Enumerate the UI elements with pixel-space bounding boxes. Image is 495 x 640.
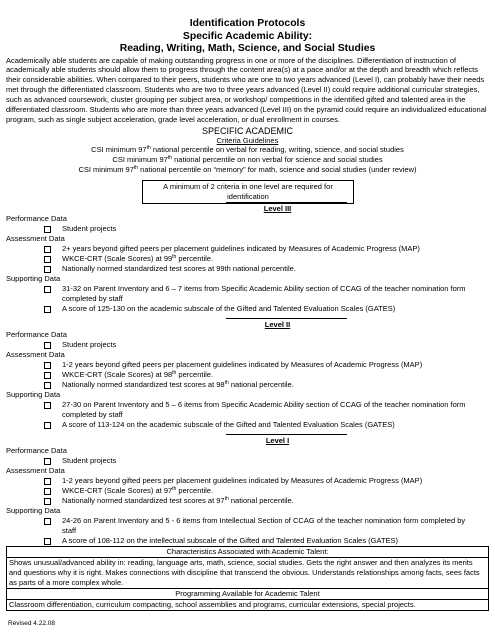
criteria-guidelines-heading: Criteria Guidelines: [216, 135, 279, 145]
item-text: 1-2 years beyond gifted peers per placement guidelines indicated by Measures of Academic Progress (MAP): [62, 476, 423, 486]
item-text: A score of 113-124 on the academic subscale of the Gifted and Talented Evaluation Scales (GATES): [62, 420, 395, 430]
item-text-pre: Nationally normed standardized test scores at 97: [62, 496, 225, 506]
csi-ordinal: th: [133, 164, 139, 171]
programming-text: Classroom differentiation, curriculum compacting, school assemblies and programs, curricular extensions, special projects.: [9, 599, 416, 609]
assessment-data-label: Assessment Data: [6, 466, 65, 476]
level-heading-label: Level I: [265, 436, 290, 446]
supporting-item: [0, 536, 495, 546]
talent-info-table: [6, 546, 489, 611]
checkbox-icon: [44, 402, 51, 409]
performance-data-label: Performance Data: [6, 330, 67, 340]
item-text-post: national percentile.: [228, 380, 294, 390]
doc-title-line2: Specific Academic Ability:: [182, 30, 313, 42]
assessment-item: [0, 360, 495, 370]
assessment-item: [0, 264, 495, 274]
item-text-post: national percentile.: [228, 496, 294, 506]
doc-title-line3: Reading, Writing, Math, Science, and Social Studies: [119, 43, 376, 54]
checkbox-icon: [44, 538, 51, 545]
checkbox-icon: [44, 362, 51, 369]
assessment-item: [0, 370, 495, 380]
csi-text-pre: CSI minimum 97: [91, 145, 147, 155]
item-text-post: percentile.: [176, 254, 214, 264]
level-section: [0, 320, 495, 430]
item-text: Student projects: [62, 224, 117, 234]
performance-item: [0, 456, 495, 466]
csi-criterion: [0, 155, 495, 165]
supporting-item: [0, 420, 495, 430]
item-text-pre: WKCE-CRT (Scale Scores) at 99: [62, 254, 173, 264]
checkbox-icon: [44, 382, 51, 389]
level-heading: [60, 320, 495, 330]
checkbox-icon: [44, 286, 51, 293]
checkbox-icon: [44, 226, 51, 233]
assessment-data-label: Assessment Data: [6, 350, 65, 360]
performance-item: [0, 224, 495, 234]
specific-academic-heading: SPECIFIC ACADEMIC: [201, 125, 293, 136]
checkbox-icon: [44, 458, 51, 465]
csi-text-pre: CSI minimum 97: [78, 164, 134, 174]
assessment-item: [0, 486, 495, 496]
level-heading-label: Level II: [264, 320, 291, 330]
csi-text-post: national percentile on non verbal for science and social studies: [172, 155, 383, 165]
item-ordinal: th: [172, 254, 177, 261]
item-text-pre: WKCE-CRT (Scale Scores) at 98: [62, 370, 173, 380]
item-text: A score of 125-130 on the academic subscale of the Gifted and Talented Evaluation Scales (GATES): [62, 304, 396, 314]
csi-text-post: national percentile on “memory” for math, science and social studies (under review): [138, 164, 417, 174]
supporting-item: [0, 304, 495, 314]
csi-criterion: [0, 165, 495, 175]
characteristics-heading: Characteristics Associated with Academic Talent:: [7, 547, 488, 558]
item-text: Student projects: [62, 456, 117, 466]
csi-ordinal: th: [167, 155, 173, 162]
assessment-item: [0, 476, 495, 486]
performance-data-label: Performance Data: [6, 214, 67, 224]
item-text-post: percentile.: [176, 370, 214, 380]
item-text: A score of 108-112 on the intellectual subscale of the Gifted and Talented Evaluation Scales (GATES): [62, 536, 399, 546]
level-heading-label: Level III: [263, 204, 292, 214]
requirement-box: A minimum of 2 criteria in one level are required for identification: [142, 180, 354, 204]
csi-criteria-list: [0, 145, 495, 174]
csi-text-post: national percentile on verbal for reading, writing, science, and social studies: [150, 145, 404, 155]
checkbox-icon: [44, 498, 51, 505]
csi-ordinal: th: [146, 145, 151, 152]
performance-data-label: Performance Data: [6, 446, 67, 456]
assessment-item: [0, 244, 495, 254]
item-text: 24-26 on Parent Inventory and 5 - 6 items from Intellectual Section of CCAG of the teacher nomination form completed by staff: [62, 516, 466, 536]
checkbox-icon: [44, 256, 51, 263]
checkbox-icon: [44, 372, 51, 379]
level-heading: [60, 436, 495, 446]
item-text: Student projects: [62, 340, 117, 350]
csi-text-pre: CSI minimum 97: [112, 155, 168, 165]
checkbox-icon: [44, 478, 51, 485]
intro-paragraph: Academically able students are capable of making outstanding progress in one or more of the disciplines. Differentiation of instruction of academically able students should allow them to progress through the content area(s) at a pace and/or at the depth and breadth which reflects their considerable abilities. When compared to their peers, students who are one to two years advanced (Level I), can probably have their needs met through the differentiated classroom. Students who are two to three years advanced (Level II) could require additional curricular strategies, such as advanced coursework, cluster grouping per subject area, or workshop/ competitions in the identified gifted and talented area in the differentiated classroom. Students who are more than three years advanced (Level III) on the pyramid could require an individualized educational program, such as single subject acceleration, grade level acceleration, or dual enrollment in courses.: [6, 55, 487, 124]
item-text: Nationally normed standardized test scores at 99th national percentile.: [62, 264, 296, 274]
item-text: 27-30 on Parent Inventory and 5 – 6 items from Specific Academic Ability section of CCAG of the teacher nomination form completed by staff: [62, 400, 466, 420]
item-ordinal: th: [172, 370, 177, 377]
item-text-pre: WKCE-CRT (Scale Scores) at 97: [62, 486, 173, 496]
programming-heading: Programming Available for Academic Talent: [7, 589, 488, 600]
assessment-data-label: Assessment Data: [6, 234, 65, 244]
checkbox-icon: [44, 266, 51, 273]
item-ordinal: th: [224, 496, 229, 503]
characteristics-text: Shows unusual/advanced ability in: reading, language arts, math, science, social studies. Gets the right answer and then analyzes its merits and questions why it is right. Makes connections with discipline that transcend the obvious. Understands relationships among facts, sees facts as parts of a more complex whole.: [7, 558, 488, 589]
item-text: 31-32 on Parent Inventory and 6 – 7 items from Specific Academic Ability section of CCAG of the teacher nomination form completed by staff: [62, 284, 466, 304]
supporting-data-label: Supporting Data: [6, 506, 61, 516]
level-heading: [60, 204, 495, 214]
checkbox-icon: [44, 488, 51, 495]
supporting-data-label: Supporting Data: [6, 390, 61, 400]
item-ordinal: th: [172, 486, 177, 493]
item-text-pre: Nationally normed standardized test scores at 98: [62, 380, 225, 390]
level-section: [0, 204, 495, 314]
item-ordinal: th: [224, 380, 229, 387]
assessment-item: [0, 254, 495, 264]
doc-title-line1: Identification Protocols: [189, 18, 306, 29]
checkbox-icon: [44, 518, 51, 525]
level-separator: [226, 318, 347, 319]
supporting-item: [0, 516, 495, 536]
item-text-post: percentile.: [176, 486, 214, 496]
levels-container: [0, 204, 495, 546]
level-section: [0, 436, 495, 546]
checkbox-icon: [44, 246, 51, 253]
item-text: 1-2 years beyond gifted peers per placement guidelines indicated by Measures of Academic Progress (MAP): [62, 360, 423, 370]
performance-item: [0, 340, 495, 350]
csi-criterion: [0, 145, 495, 155]
supporting-item: [0, 400, 495, 420]
checkbox-icon: [44, 342, 51, 349]
level-separator: [226, 202, 347, 203]
checkbox-icon: [44, 422, 51, 429]
revised-date: Revised 4.22.08: [8, 620, 55, 627]
supporting-data-label: Supporting Data: [6, 274, 61, 284]
item-text: 2+ years beyond gifted peers per placement guidelines indicated by Measures of Academic Progress (MAP): [62, 244, 420, 254]
checkbox-icon: [44, 306, 51, 313]
assessment-item: [0, 496, 495, 506]
supporting-item: [0, 284, 495, 304]
assessment-item: [0, 380, 495, 390]
level-separator: [226, 434, 347, 435]
